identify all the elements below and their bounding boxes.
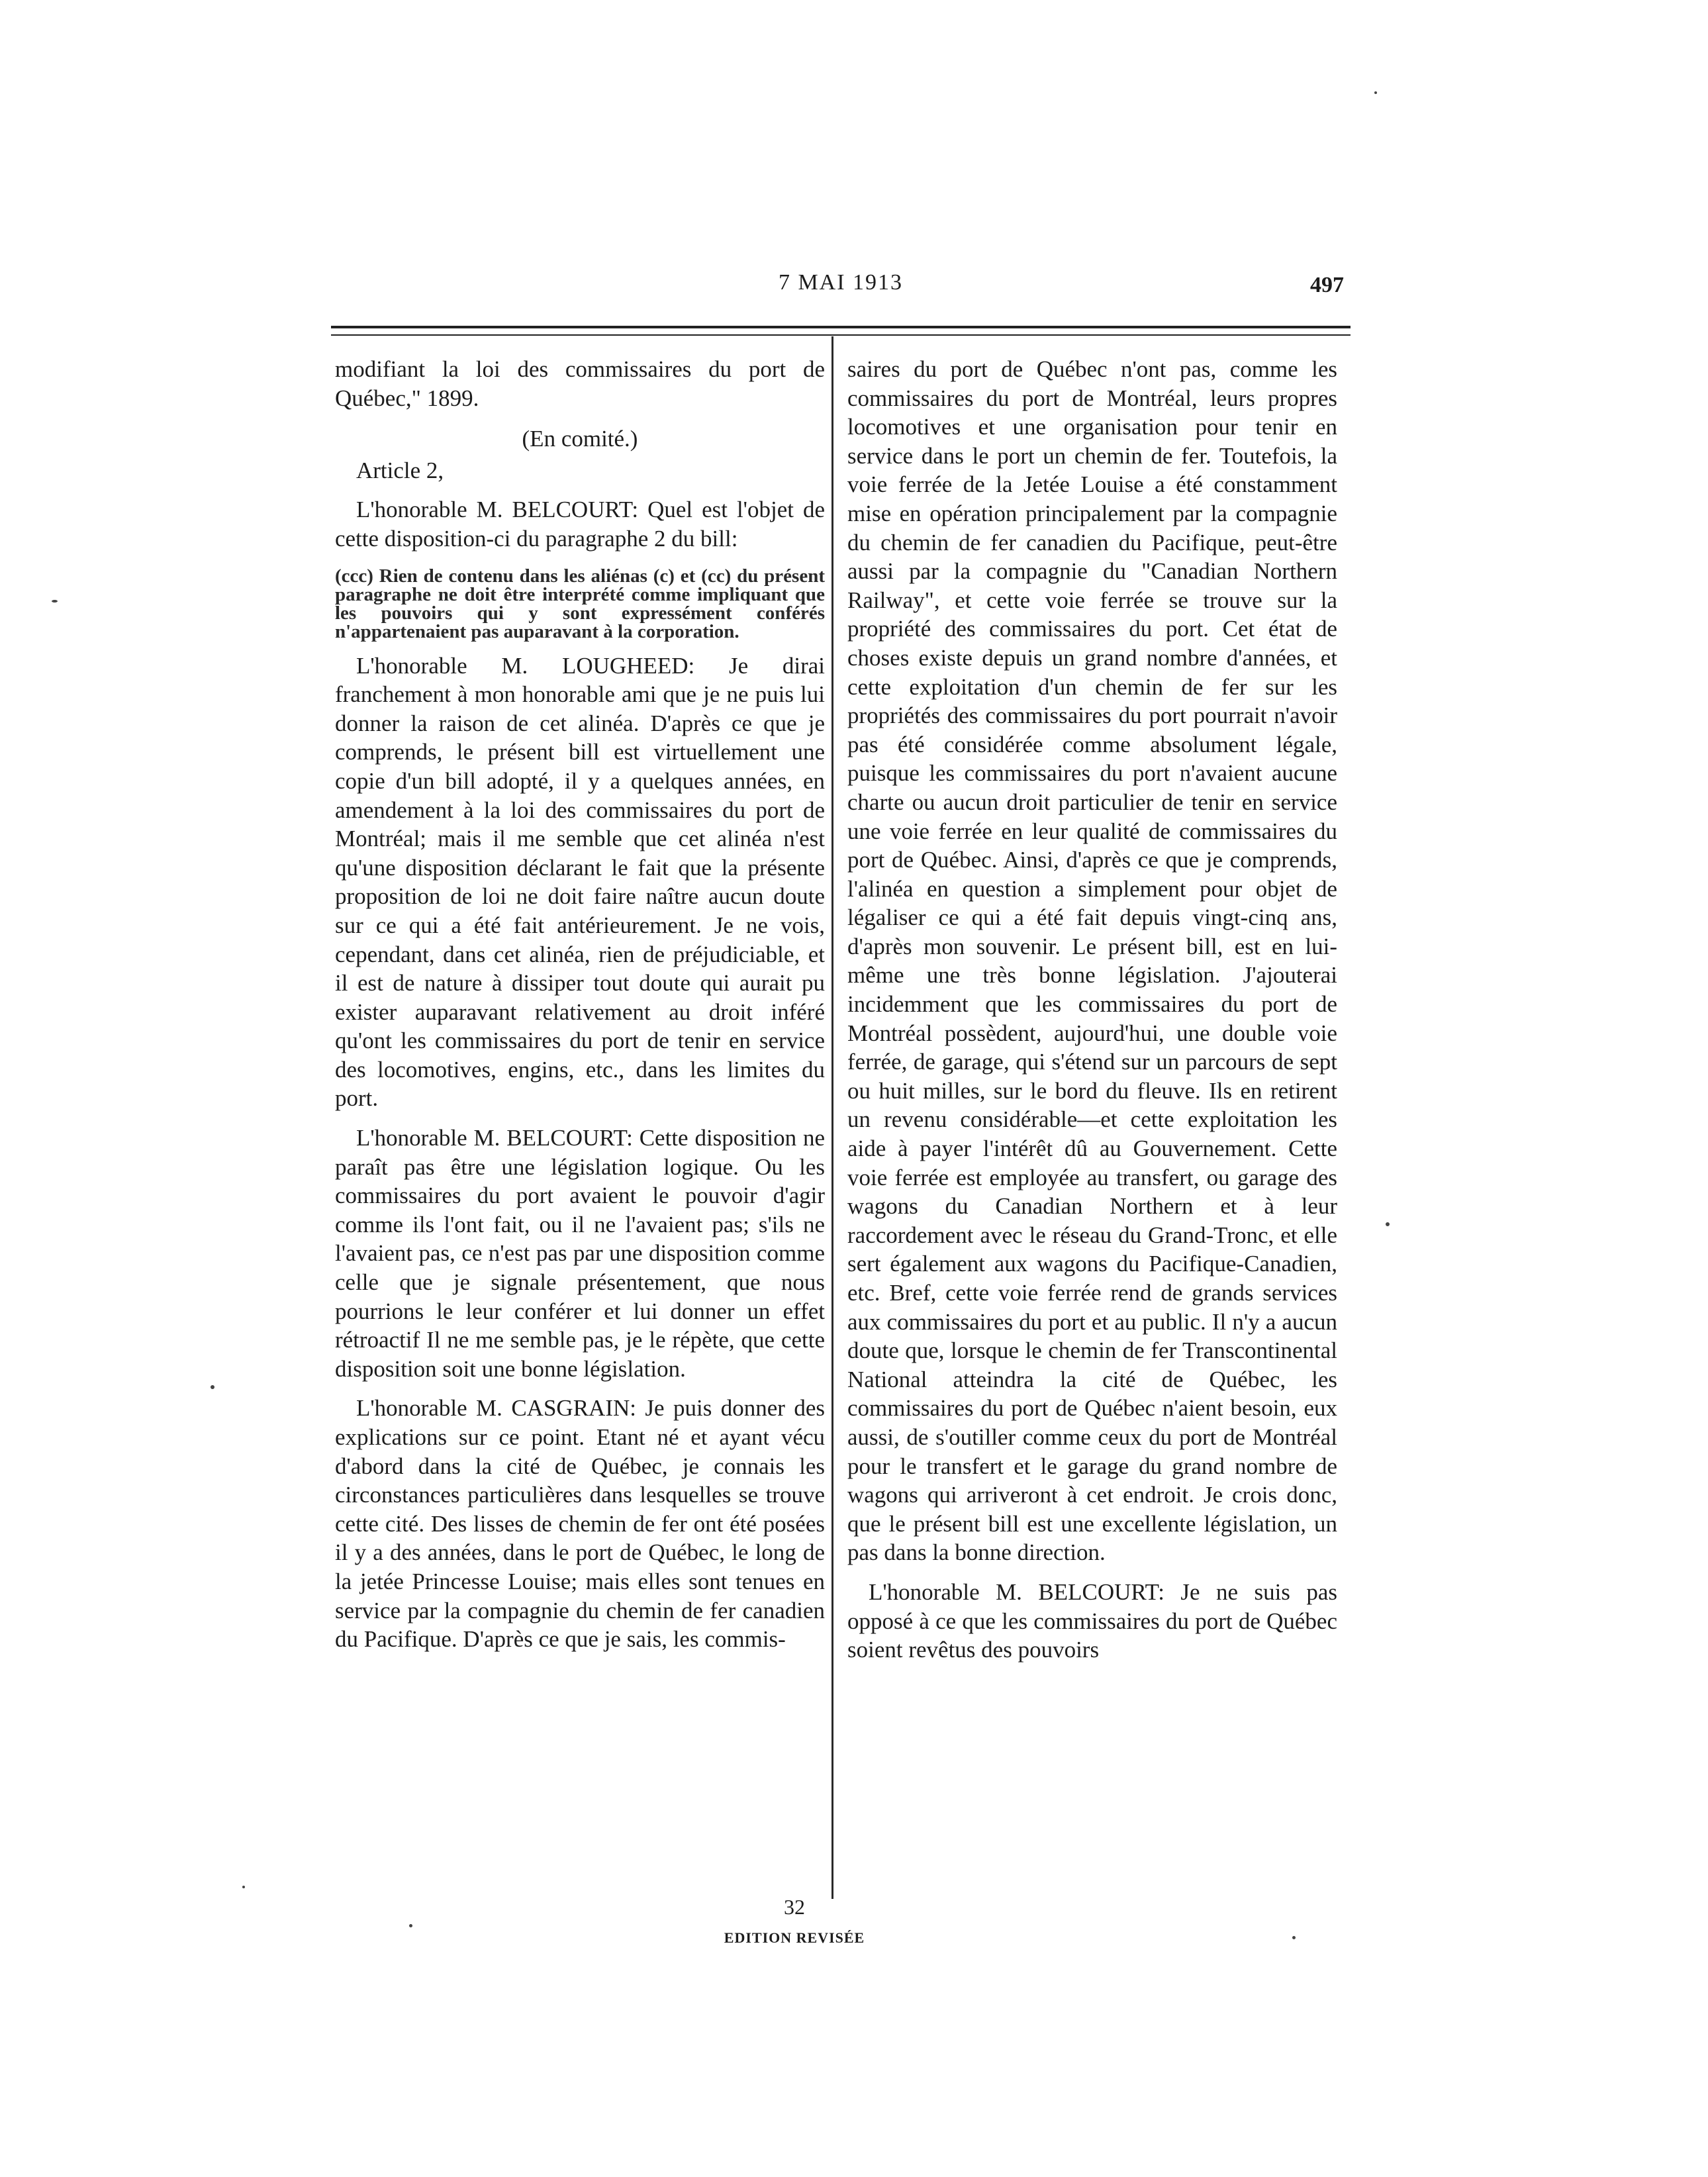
paragraph: L'honorable M. BELCOURT: Je ne suis pas opposé à ce que les commissaires du port de Québec soient revêtus des pouvoirs	[847, 1578, 1337, 1663]
paragraph: saires du port de Québec n'ont pas, comme les commissaires du port de Montréal, leurs propres locomotives et une organisation pour tenir en service dans le port un chemin de fer. Toutefois, la voie ferrée de la Jetée Louise a été constamment mise en opération principalement par la compagnie du chemin de fer canadien du Pacifique, peut-être aussi par la compagnie du "Canadian Northern Railway", et cette voie ferrée se trouve sur la propriété des commissaires du port. Cet état de choses existe depuis un grand nombre d'années, et cette exploitation d'un chemin de fer sur les propriétés des commissaires du port pourrait n'avoir pas été considérée comme absolument légale, puisque les commissaires du port n'avaient aucune charte ou aucun droit particulier de tenir en service une voie ferrée en leur qualité de commissaires du port de Québec. Ainsi, d'après ce que je comprends, l'alinéa en question a simplement pour objet de légaliser ce qui a été fait depuis vingt-cinq ans, d'après mon souvenir. Le présent bill, est en lui-même une très bonne législation. J'ajouterai incidemment que les commissaires du port de Montréal possèdent, aujourd'hui, une double voie ferrée, de garage, qui s'étend sur un parcours de sept ou huit milles, sur le bord du fleuve. Ils en retirent un revenu considérable—et cette exploitation les aide à payer l'intérêt dû au Gouvernement. Cette voie ferrée est employée au transfert, ou garage des wagons du Canadian Northern et à leur raccordement avec le réseau du Grand-Tronc, et elle sert également aux wagons du Pacifique-Canadien, etc. Bref, cette voie ferrée rend de grands services aux commissaires du port et au public. Il n'y a aucun doute que, lorsque le chemin de fer Transcontinental National atteindra la cité de Québec, les commissaires du port de Québec n'aient besoin, eux aussi, de s'outiller comme ceux du port de Montréal pour le transfert et le garage du grand nombre de wagons qui arriveront à cet endroit. Je crois donc, que le présent bill est une excellente législation, un pas dans la bonne direction.	[847, 356, 1337, 1566]
page-header	[331, 270, 1351, 307]
left-column	[335, 355, 825, 1654]
scan-speck	[242, 1886, 245, 1888]
article-label: Article 2,	[356, 457, 444, 483]
header-date: 7 MAI 1913	[778, 270, 904, 295]
edition-label: EDITION REVISÉE	[724, 1929, 865, 1946]
scan-speck	[211, 1385, 214, 1389]
scan-speck	[1374, 91, 1377, 94]
scan-speck	[409, 1924, 412, 1927]
paragraph: L'honorable M. BELCOURT: Cette disposition ne paraît pas être une législation logique. Ou les commissaires du port avaient le pouvoir d'agir comme ils l'ont fait, ou il ne l'avaient pas; s'ils ne l'avaient pas, ce n'est pas par une disposition comme celle que je signale présentement, que nous pourrions le leur conférer et lui donner un effet rétroactif Il ne me semble pas, je le répète, que cette disposition soit une bonne législation.	[335, 1125, 825, 1382]
header-rule-thick	[331, 326, 1351, 328]
paragraph: L'honorable M. CASGRAIN: Je puis donner des explications sur ce point. Etant né et ayant vécu d'abord dans la cité de Québec, je connais les circonstances particulières dans lesquelles se trouve cette cité. Des lisses de chemin de fer ont été posées il y a des années, dans le port de Québec, le long de la jetée Princesse Louise; mais elles sont tenues en service par la compagnie du chemin de fer canadien du Pacifique. D'après ce que je sais, les commis-	[335, 1395, 825, 1653]
paragraph: modifiant la loi des commissaires du port de Québec," 1899.	[335, 356, 825, 411]
column-divider	[831, 336, 833, 1899]
scan-speck	[1386, 1222, 1390, 1226]
scan-speck	[1292, 1936, 1296, 1939]
signature-number: 32	[784, 1895, 805, 1919]
paragraph: L'honorable M. BELCOURT: Quel est l'objet de cette disposition-ci du paragraphe 2 du bill:	[335, 497, 825, 552]
header-rule-thin	[331, 334, 1351, 336]
right-column	[847, 355, 1337, 1665]
scan-speck	[52, 600, 58, 603]
quoted-clause: (ccc) Rien de contenu dans les aliénas (c) et (cc) du présent paragraphe ne doit être interprété comme impliquant que les pouvoirs qui y sont expressément conférés n'appartenaient pas auparavant à la corporation.	[335, 565, 825, 642]
page-number: 497	[1310, 273, 1344, 297]
section-heading: (En comité.)	[522, 426, 638, 452]
paragraph: L'honorable M. LOUGHEED: Je dirai franchement à mon honorable ami que je ne puis lui donner la raison de cet alinéa. D'après ce que je comprends, le présent bill est virtuellement une copie d'un bill adopté, il y a quelques années, en amendement à la loi des commissaires du port de Montréal; mais il me semble que cet alinéa n'est qu'une disposition déclarant le fait que la présente proposition de loi ne doit faire naître aucun doute sur ce qui a été fait antérieurement. Je ne vois, cependant, dans cet alinéa, rien de préjudiciable, et il est de nature à dissiper tout doute qui aurait pu exister auparavant relativement au droit inféré qu'ont les commissaires du port de tenir en service des locomotives, engins, etc., dans les limites du port.	[335, 652, 825, 1112]
